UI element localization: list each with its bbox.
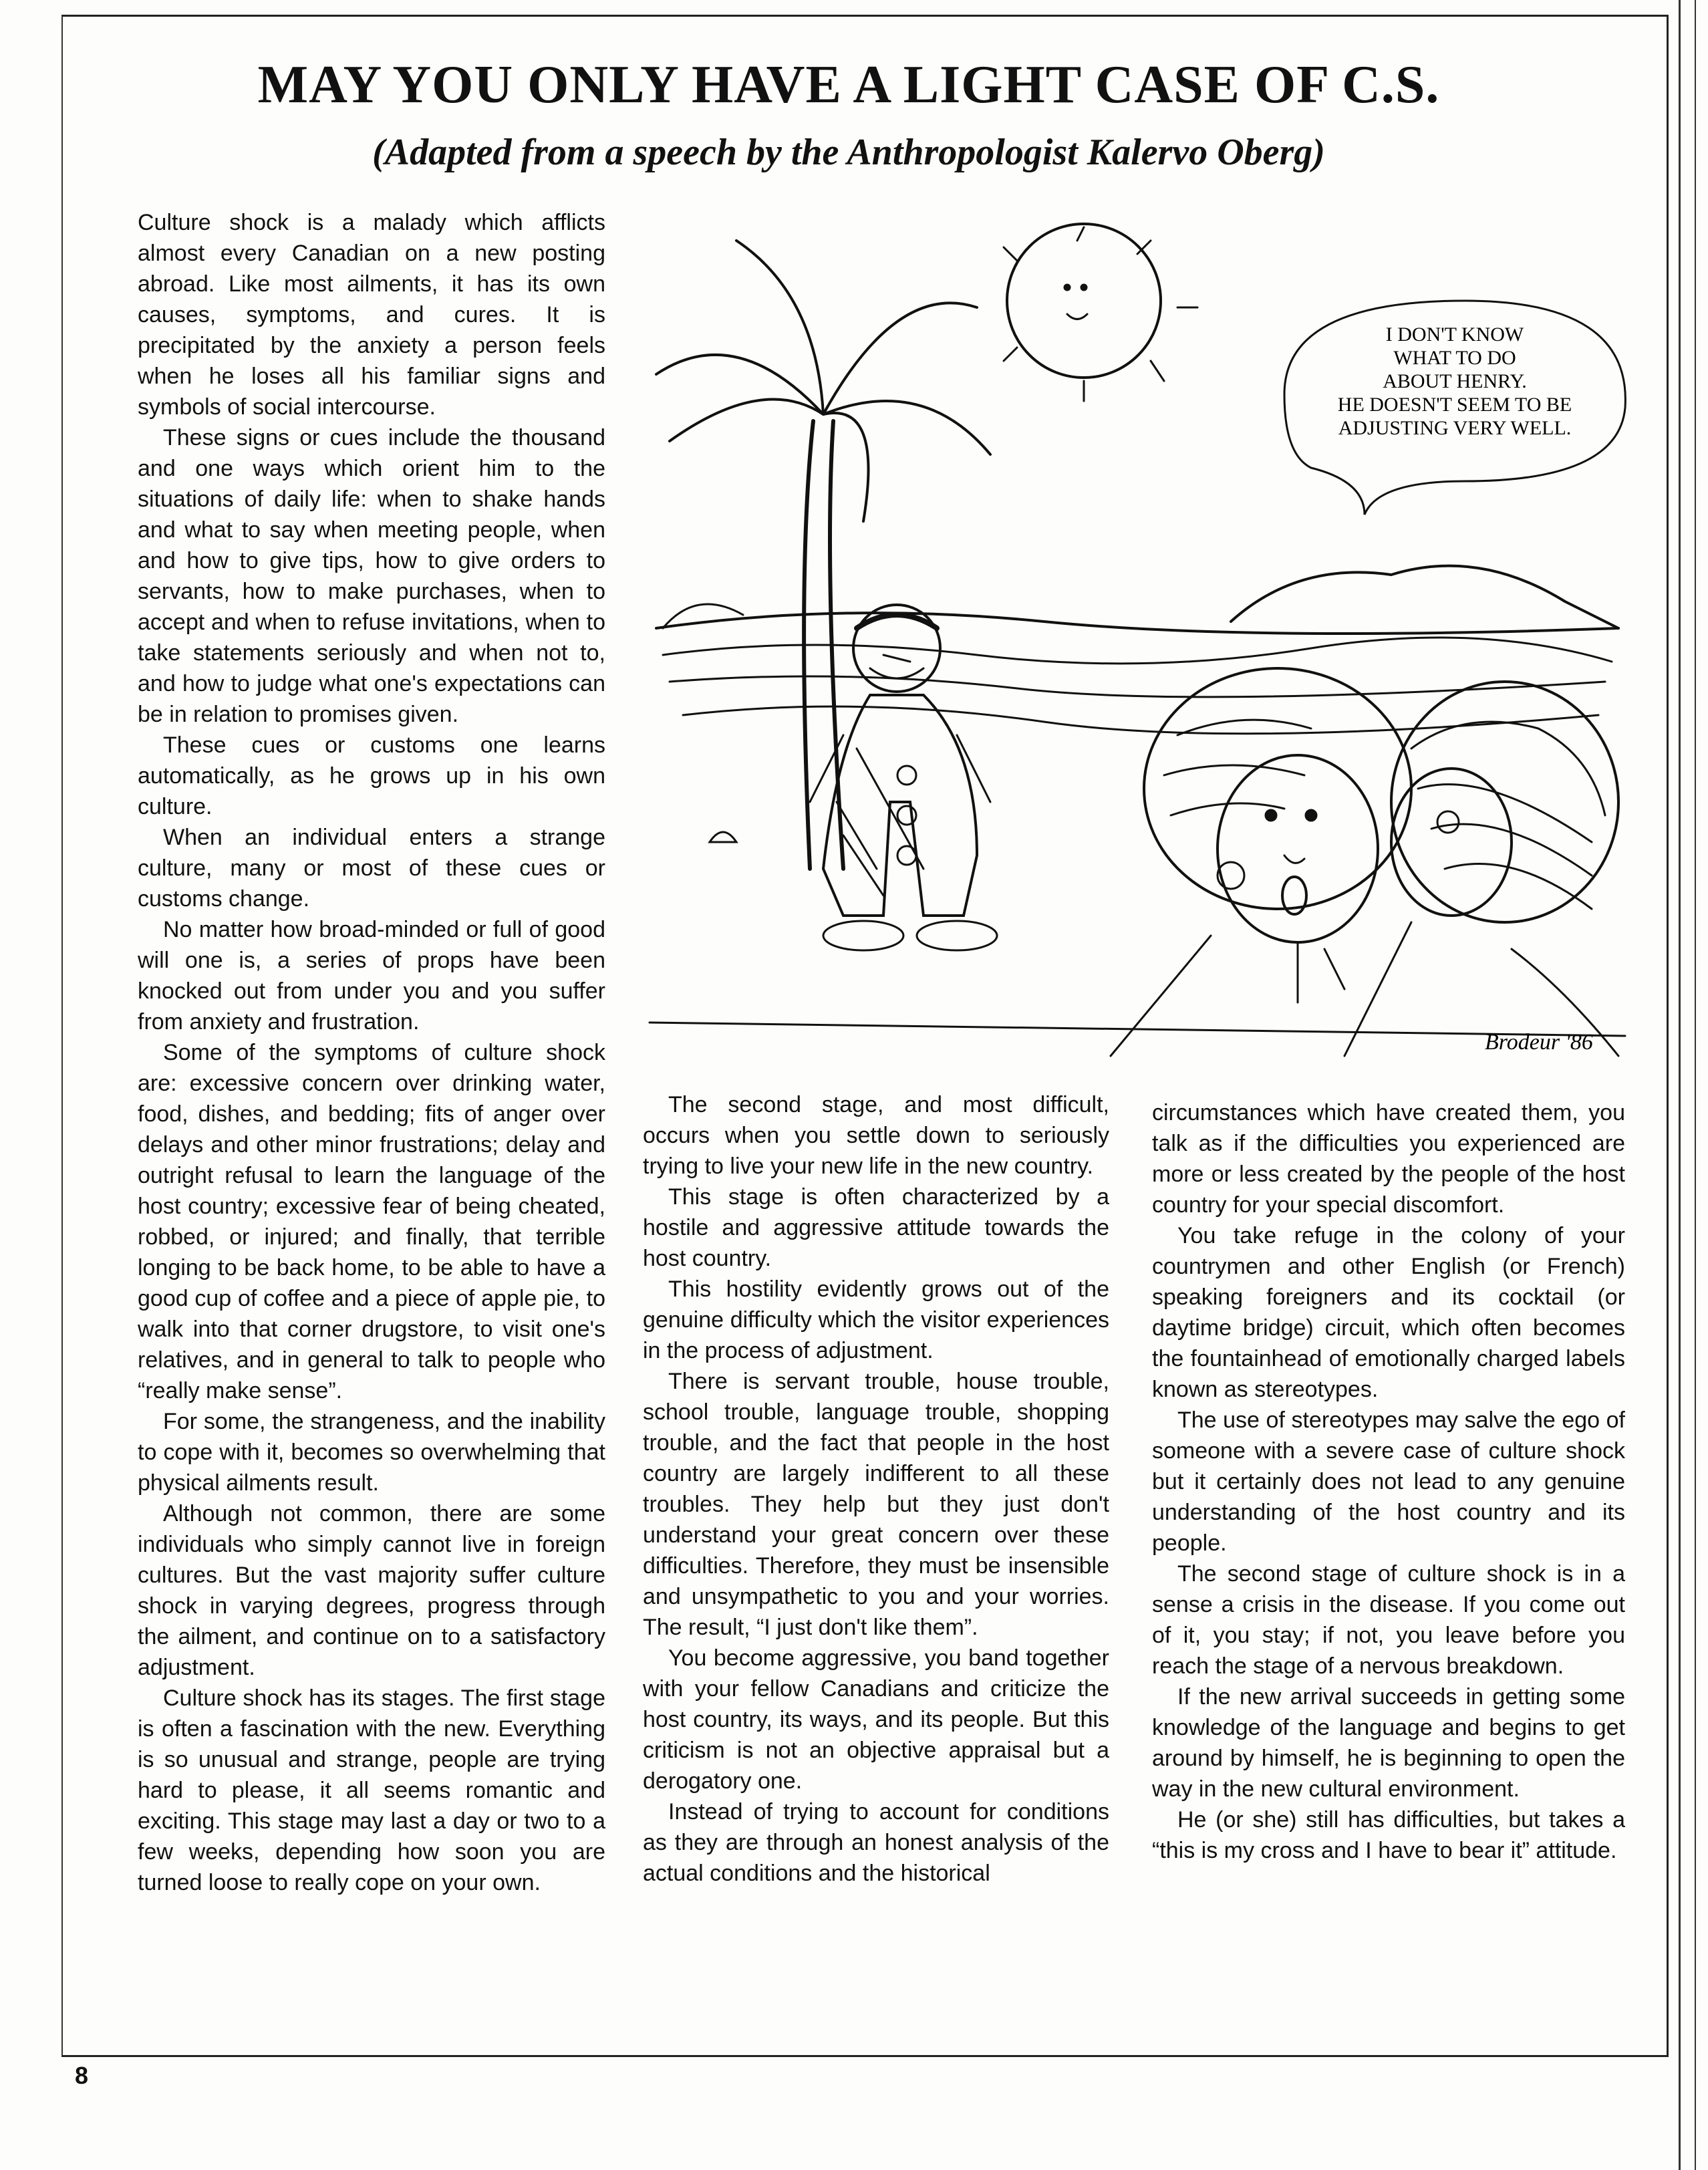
- speech-line: ABOUT HENRY.: [1383, 370, 1527, 392]
- paragraph: circumstances which have created them, you talk as if the difficulties you experienced are more or less created by the people of the host country for your special discomfort.: [1152, 1100, 1625, 1218]
- paragraph: These signs or cues include the thousand and one ways which orient him to the situations of daily life: when to shake hands and what to say when meeting people, when and how to give tips, how to give orders to servants, how to make purchases, when to accept and when to refuse invitations, when to take statements seriously and when not to, and how to judge what one's expectations can be in relation to promises given.: [138, 425, 605, 727]
- artist-signature: Brodeur '86: [1485, 1030, 1593, 1055]
- speech-line: HE DOESN'T SEEM TO BE: [1337, 394, 1572, 416]
- right-binding-line-2: [1695, 0, 1696, 2170]
- paragraph: No matter how broad-minded or full of good will one is, a series of props have been knocked out from under you and you suffer from anxiety and frustration.: [138, 917, 605, 1035]
- paragraph: There is servant trouble, house trouble, school trouble, language trouble, shopping trouble, and the fact that people in the host country are largely indifferent to all these troubles. They help but they just don't understand your great concern over these difficulties. Therefore, they must be insensible and unsympathetic to you and your worries. The result, “I just don't like them”.: [643, 1369, 1109, 1640]
- speech-line: WHAT TO DO: [1393, 347, 1516, 369]
- article-column-2: [643, 1089, 1109, 1889]
- paragraph: For some, the strangeness, and the inability to cope with it, becomes so overwhelming that physical ailments result.: [138, 1409, 605, 1496]
- right-binding-line: [1679, 0, 1681, 2170]
- paragraph: The second stage of culture shock is in a sense a crisis in the disease. If you come out of it, you stay; if not, you leave before you reach the stage of a nervous breakdown.: [1152, 1561, 1625, 1679]
- article-column-1: [138, 207, 605, 1898]
- page-subtitle: (Adapted from a speech by the Anthropologist Kalervo Oberg): [372, 132, 1325, 173]
- article-column-3: [1152, 1097, 1625, 1866]
- paragraph: When an individual enters a strange culture, many or most of these cues or customs change.: [138, 825, 605, 912]
- speech-line: I DON'T KNOW: [1385, 323, 1524, 346]
- page-title: MAY YOU ONLY HAVE A LIGHT CASE OF C.S.: [257, 55, 1440, 114]
- paragraph: These cues or customs one learns automatically, as he grows up in his own culture.: [138, 732, 605, 819]
- cartoon-illustration: [643, 200, 1628, 1076]
- paragraph: You become aggressive, you band together with your fellow Canadians and criticize the host country, its ways, and its people. But this criticism is not an objective appraisal but a derogatory one.: [643, 1645, 1109, 1794]
- paragraph: If the new arrival succeeds in getting some knowledge of the language and begins to get around by himself, he is beginning to open the way in the new cultural environment.: [1152, 1684, 1625, 1802]
- paragraph: The second stage, and most difficult, occurs when you settle down to seriously trying to live your new life in the new country.: [643, 1092, 1109, 1179]
- paragraph: Some of the symptoms of culture shock are: excessive concern over drinking water, food, dishes, and bedding; fits of anger over delays and other minor frustrations; delay and outright refusal to learn the language of the host country; excessive fear of being cheated, robbed, or injured; and finally, that terrible longing to be back home, to be able to have a good cup of coffee and a piece of apple pie, to walk into that corner drugstore, to visit one's relatives, and in general to talk to people who “really make sense”.: [138, 1040, 605, 1403]
- paragraph: The use of stereotypes may salve the ego of someone with a severe case of culture shock but it certainly does not lead to any genuine understanding of the host country and its people.: [1152, 1407, 1625, 1556]
- paragraph: Although not common, there are some individuals who simply cannot live in foreign cultures. But the vast majority suffer culture shock in varying degrees, progress through the ailment, and continue on to a satisfactory adjustment.: [138, 1501, 605, 1680]
- paragraph: This hostility evidently grows out of the genuine difficulty which the visitor experiences in the process of adjustment.: [643, 1276, 1109, 1363]
- paragraph: This stage is often characterized by a hostile and aggressive attitude towards the host country.: [643, 1184, 1109, 1271]
- paragraph: Culture shock has its stages. The first stage is often a fascination with the new. Everything is so unusual and strange, people are trying hard to please, it all seems romantic and exciting. This stage may last a day or two to a few weeks, depending how soon you are turned loose to really cope on your own.: [138, 1685, 605, 1895]
- paragraph: Instead of trying to account for conditions as they are through an honest analysis of the actual conditions and the historical: [643, 1799, 1109, 1886]
- paragraph: Culture shock is a malady which afflicts almost every Canadian on a new posting abroad. Like most ailments, it has its own causes, symptoms, and cures. It is precipitated by the anxiety a person feels when he loses all his familiar signs and symbols of social intercourse.: [138, 210, 605, 420]
- paragraph: You take refuge in the colony of your countrymen and other English (or French) speaking foreigners and its cocktail (or daytime bridge) circuit, which often becomes the fountainhead of emotionally charged labels known as stereotypes.: [1152, 1223, 1625, 1402]
- paragraph: He (or she) still has difficulties, but takes a “this is my cross and I have to bear it” attitude.: [1152, 1807, 1625, 1863]
- page-number: 8: [75, 2062, 89, 2089]
- speech-line: ADJUSTING VERY WELL.: [1338, 417, 1572, 439]
